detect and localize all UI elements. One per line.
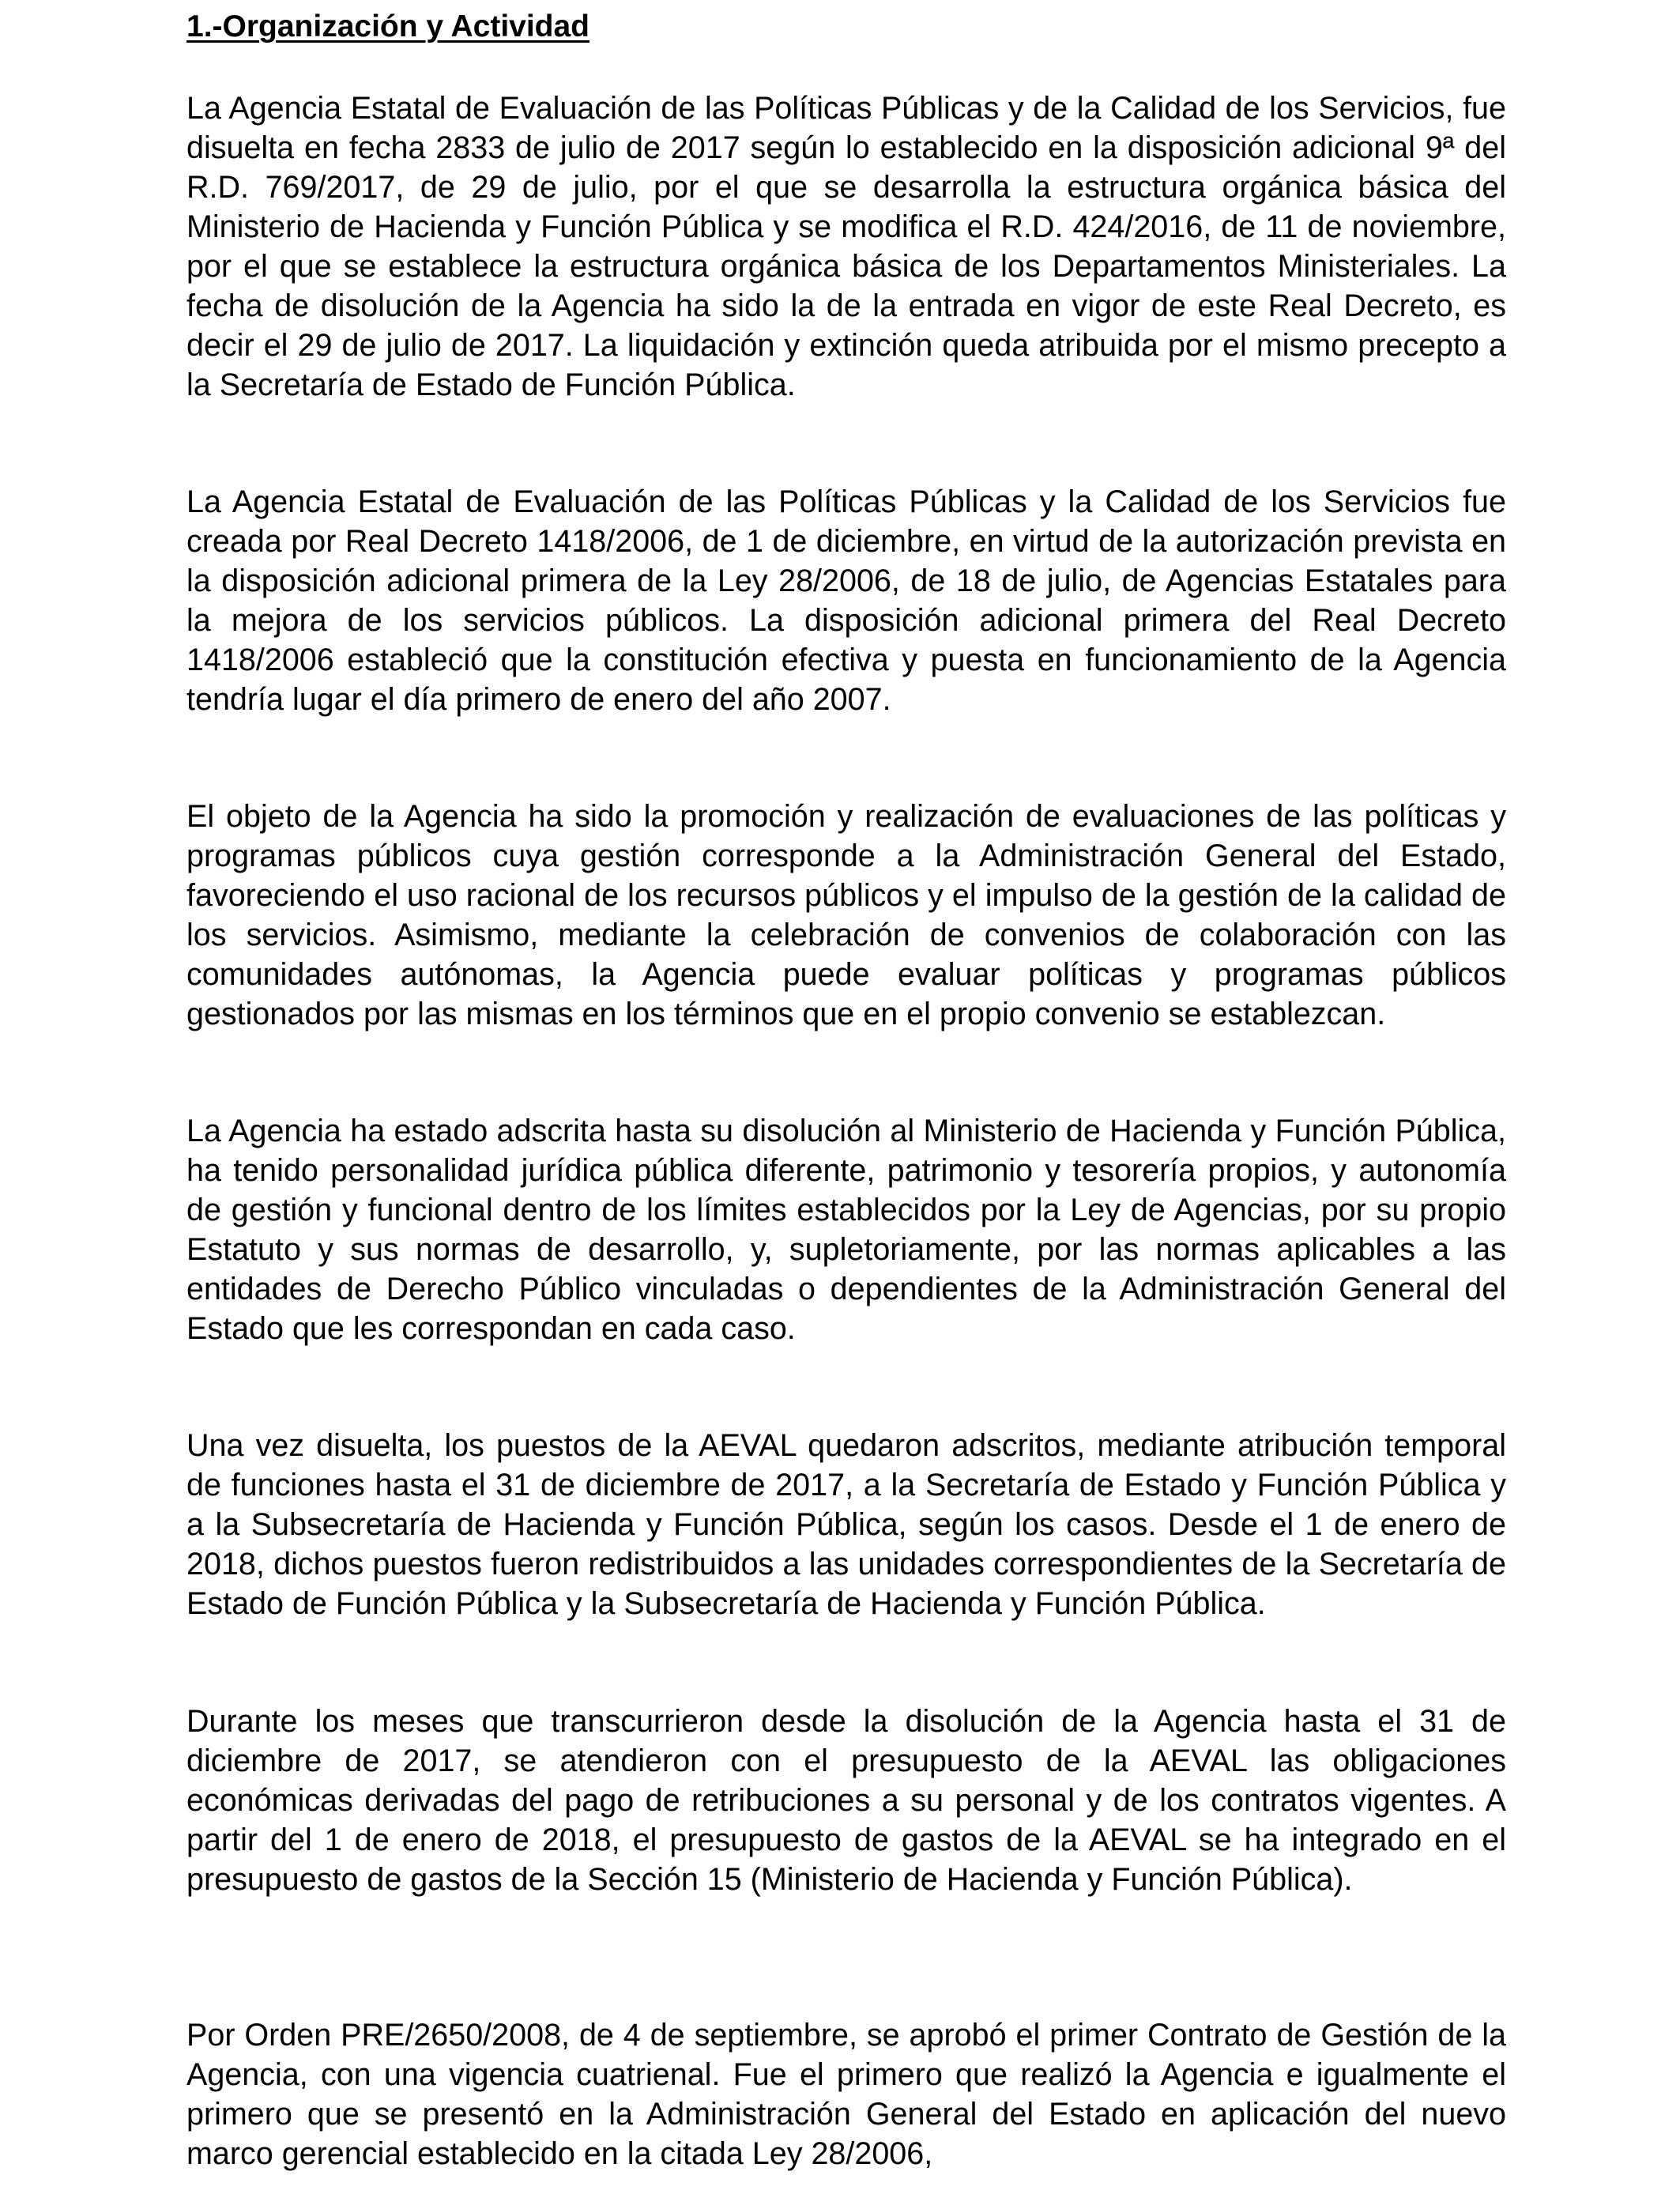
paragraph-management-contract: Por Orden PRE/2650/2008, de 4 de septiembre, se aprobó el primer Contrato de Gestión de la Agencia, con una vigencia cuatrienal. Fue el primero que realizó la Agencia e igualmente el primero que se presentó en la Administración General del Estado en aplicación del nuevo marco gerencial establecido en la citada Ley 28/2006, bbox=[186, 2018, 1506, 2171]
paragraph-dissolution: La Agencia Estatal de Evaluación de las Políticas Públicas y de la Calidad de los Servicios, fue disuelta en fecha 2833 de julio de 2017 según lo establecido en la disposición adicional 9ª del R.D. 769/2017, de 29 de julio, por el que se desarrolla la estructura orgánica básica del Ministerio de Hacienda y Función Pública y se modifica el R.D. 424/2016, de 11 de noviembre, por el que se establece la estructura orgánica básica de los Departamentos Ministeriales. La fecha de disolución de la Agencia ha sido la de la entrada en vigor de este Real Decreto, es decir el 29 de julio de 2017. La liquidación y extinción queda atribuida por el mismo precepto a la Secretaría de Estado de Función Pública. bbox=[186, 91, 1506, 402]
paragraph-creation: La Agencia Estatal de Evaluación de las Políticas Públicas y la Calidad de los Servicios fue creada por Real Decreto 1418/2006, de 1 de diciembre, en virtud de la autorización prevista en la disposición adicional primera de la Ley 28/2006, de 18 de julio, de Agencias Estatales para la mejora de los servicios públicos. La disposición adicional primera del Real Decreto 1418/2006 estableció que la constitución efectiva y puesta en funcionamiento de la Agencia tendría lugar el día primero de enero del año 2007. bbox=[186, 484, 1506, 717]
section-heading: 1.-Organización y Actividad bbox=[186, 9, 590, 43]
paragraph-purpose: El objeto de la Agencia ha sido la promoción y realización de evaluaciones de las políticas y programas públicos cuya gestión corresponde a la Administración General del Estado, favoreciendo el uso racional de los recursos públicos y el impulso de la gestión de la calidad de los servicios. Asimismo, mediante la celebración de convenios de colaboración con las comunidades autónomas, la Agencia puede evaluar políticas y programas públicos gestionados por las mismas en los términos que en el propio convenio se establezcan. bbox=[186, 799, 1506, 1031]
paragraph-budget: Durante los meses que transcurrieron desde la disolución de la Agencia hasta el 31 de diciembre de 2017, se atendieron con el presupuesto de la AEVAL las obligaciones económicas derivadas del pago de retribuciones a su personal y de los contratos vigentes. A partir del 1 de enero de 2018, el presupuesto de gastos de la AEVAL se ha integrado en el presupuesto de gastos de la Sección 15 (Ministerio de Hacienda y Función Pública). bbox=[186, 1704, 1506, 1897]
paragraph-legal-status: La Agencia ha estado adscrita hasta su disolución al Ministerio de Hacienda y Función Pública, ha tenido personalidad jurídica pública diferente, patrimonio y tesorería propios, y autonomía de gestión y funcional dentro de los límites establecidos por la Ley de Agencias, por su propio Estatuto y sus normas de desarrollo, y, supletoriamente, por las normas aplicables a las entidades de Derecho Público vinculadas o dependientes de la Administración General del Estado que les correspondan en cada caso. bbox=[186, 1114, 1506, 1346]
paragraph-staff-transfer: Una vez disuelta, los puestos de la AEVAL quedaron adscritos, mediante atribución temporal de funciones hasta el 31 de diciembre de 2017, a la Secretaría de Estado y Función Pública y a la Subsecretaría de Hacienda y Función Pública, según los casos. Desde el 1 de enero de 2018, dichos puestos fueron redistribuidos a las unidades correspondientes de la Secretaría de Estado de Función Pública y la Subsecretaría de Hacienda y Función Pública. bbox=[186, 1428, 1506, 1621]
